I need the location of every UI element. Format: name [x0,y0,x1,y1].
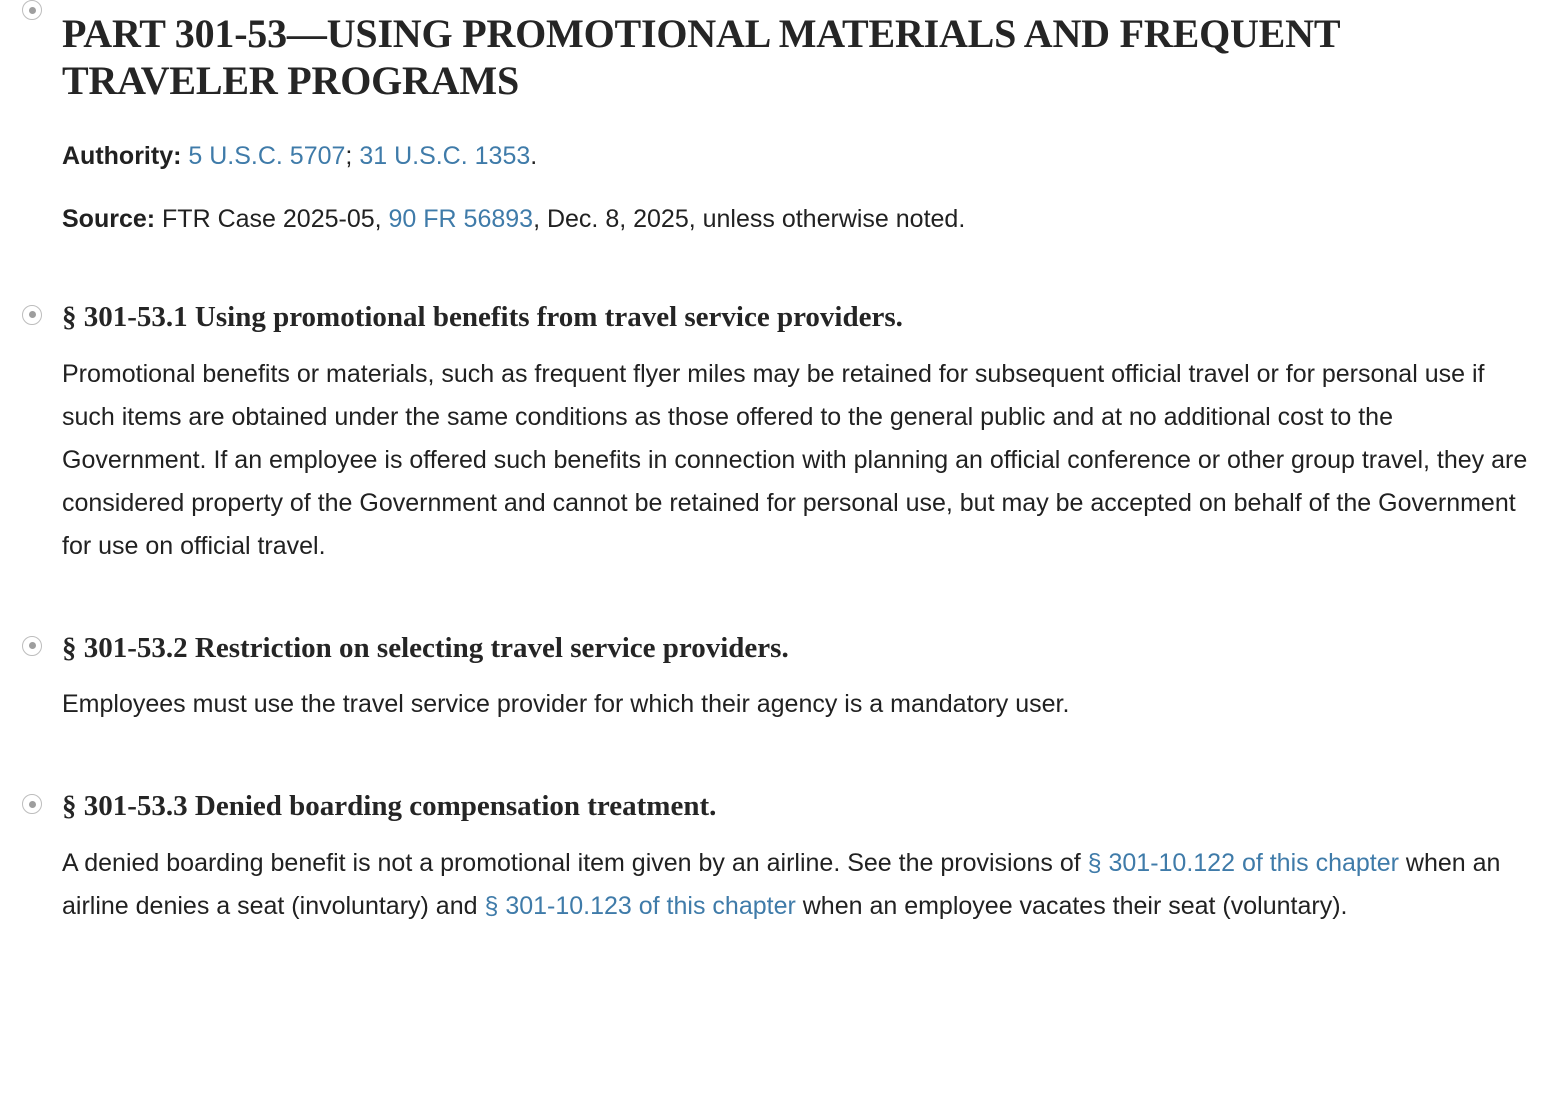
authority-link-1[interactable]: 5 U.S.C. 5707 [188,142,346,171]
section-heading: § 301-53.1 Using promotional benefits from travel service providers. [62,300,903,333]
section-body: Promotional benefits or materials, such as frequent flyer miles may be retained for subsequent official travel or for personal use if such items are obtained under the same conditions as those offered to the general public and at no additional cost to the Government. If an employee is offered such benefits in connection with planning an official conference or other group travel, they are considered property of the Government and cannot be retained for personal use, but may be accepted on behalf of the Government for use on official travel. [62,359,1528,560]
source-line [62,201,1538,237]
authority-link-2[interactable]: 31 U.S.C. 1353 [359,142,531,171]
authority-separator: ; [345,142,360,171]
anchor-link-icon[interactable] [22,305,42,325]
section-301-53-1 [0,299,1560,568]
anchor-link-icon[interactable] [22,636,42,656]
section-body-link-1[interactable]: § 301-10.122 of this chapter [1087,848,1399,877]
authority-block [0,138,1560,174]
section-body-link-2[interactable]: § 301-10.123 of this chapter [484,891,796,920]
anchor-link-icon[interactable] [22,794,42,814]
section-301-53-3 [0,788,1560,928]
section-301-53-2 [0,630,1560,727]
bottom-spacer [0,953,1560,979]
source-block [0,201,1560,237]
anchor-link-icon[interactable] [22,0,42,20]
part-title-block [0,0,1560,104]
page-title: PART 301-53—USING PROMOTIONAL MATERIALS AND FREQUENT TRAVELER PROGRAMS [62,11,1340,104]
section-heading: § 301-53.3 Denied boarding compensation treatment. [62,790,717,823]
source-label: Source: [62,204,156,233]
authority-label: Authority: [62,142,182,171]
authority-period: . [530,142,538,171]
authority-line [62,138,1538,174]
source-text-before: FTR Case 2025-05, [155,204,389,233]
source-text-after: , Dec. 8, 2025, unless otherwise noted. [533,204,966,233]
section-heading: § 301-53.2 Restriction on selecting travel service providers. [62,631,789,664]
section-body-text-2: when an airline denies a seat (involuntary) and [62,848,1501,920]
section-body: Employees must use the travel service provider for which their agency is a mandatory user. [62,690,1070,719]
section-body-text-1: A denied boarding benefit is not a promotional item given by an airline. See the provisions of [62,848,1088,877]
source-link[interactable]: 90 FR 56893 [388,204,534,233]
section-body [62,842,1538,928]
section-body-text-3: when an employee vacates their seat (voluntary). [795,891,1348,920]
